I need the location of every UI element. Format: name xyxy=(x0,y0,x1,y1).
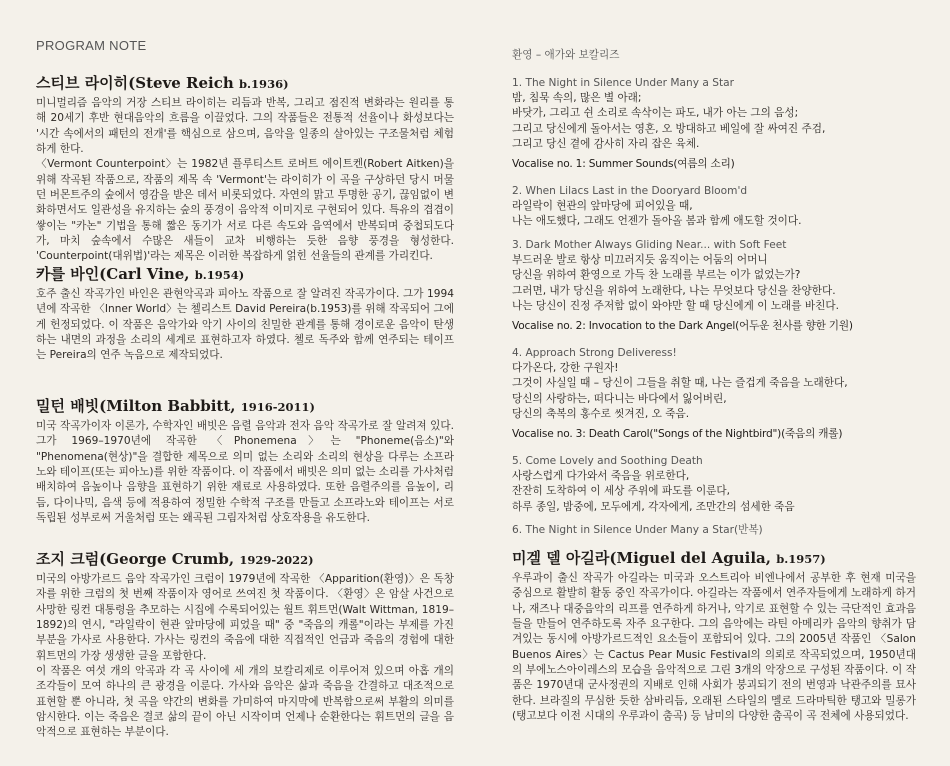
song-3 xyxy=(512,238,916,315)
paragraph: 미니멀리즘 음악의 거장 스티브 라이히는 리듬과 반복, 그리고 점진적 변화라는 원리를 통해 20세기 후반 현대음악의 흐름을 이끌었다. 그의 작품들은 전통적 선율이나 화성보다는 '시간 속에서의 패턴의 전개'를 핵심으로 삼으며, 음악을 일종의 살아있는 구조물처럼 체험하게 한다. xyxy=(36,97,454,156)
composer-name: 밀턴 배빗(Milton Babbitt, xyxy=(36,397,241,415)
section-reich xyxy=(36,72,454,265)
lyric-line: 나는 애도했다, 그래도 언젠가 돌아올 봄과 함께 애도할 것이다. xyxy=(512,215,802,228)
composer-name: 조지 크럼(George Crumb, xyxy=(36,550,240,568)
composer-dates: b.1957) xyxy=(776,552,826,566)
lyric-line: 라일락이 현관의 앞마당에 피어있을 때, xyxy=(512,200,693,212)
composer-dates: b.1954) xyxy=(194,268,245,282)
lyric-line: 다가온다, 강한 구원자! xyxy=(512,362,619,374)
vocalise-3: Vocalise no. 3: Death Carol("Songs of the Nightbird")(죽음의 캐롤) xyxy=(512,428,843,440)
song-1 xyxy=(512,76,916,153)
song-title: 4. Approach Strong Deliveress! xyxy=(512,347,677,359)
paragraph: 호주 출신 작곡가인 바인은 관현악곡과 피아노 작품으로 잘 알려진 작곡가이다. 그가 1994년에 작곡한 〈Inner World〉는 첼리스트 David Pereira(b.1953)를 위해 작곡되어 그에게 헌정되었다. 이 작품은 음악가와 악기 사이의 친밀한 관계를 통해 경이로운 음악이 탄생하는 내면의 과정을 소리의 세계로 표현하고자 하였다. 첼로 독주와 함께 연주되는 테이프는 Pereira의 연주 녹음으로 제작되었다. xyxy=(36,288,454,362)
composer-dates: b.1936) xyxy=(239,77,289,91)
composer-dates: 1929-2022) xyxy=(239,553,314,567)
composer-heading xyxy=(36,395,454,416)
lyric-line: 사랑스럽게 다가와서 죽음을 위로한다, xyxy=(512,470,690,482)
paragraph: 미국 작곡가이자 이론가, 수학자인 배빗은 음렬 음악과 전자 음악 작곡가로 잘 알려져 있다. 그가 1969–1970년에 작곡한 〈Phonemena〉는 "Phoneme(음소)"와 "Phenomena(현상)"을 결합한 제목으로 의미 없는 소리와 소리의 현상을 다루는 소프라노와 테이프(또는 피아노)를 위한 작품이다. 이 작품에서 배빗은 의미 없는 소리를 가사처럼 배치하여 음높이나 음향을 표현하기 위한 재료로 사용하였다. 또한 음렬주의를 음높이, 리듬, 다이나믹, 음색 등에 적용하여 정밀한 수학적 구조를 만들고 소프라노와 테이프는 서로 독립된 성부로써 거울처럼 또는 왜곡된 그림자처럼 상호작용을 유도한다. xyxy=(36,420,454,525)
paragraph: 미국의 아방가르드 음악 작곡가인 크럼이 1979년에 작곡한 〈Apparition(환영)〉은 독창자를 위한 크럼의 첫 번째 작품이자 영어로 쓰여진 첫 작품이다. 〈환영〉은 암살 사건으로 사망한 링컨 대통령을 추모하는 시집에 수록되어있는 월트 휘트먼(Walt Wittman, 1819–1892)의 연시, "라일락이 현관 앞마당에 피었을 때" 중 "죽음의 캐롤"이라는 부제를 가진 부분을 가사로 사용한다. 가사는 링컨의 죽음에 대한 직접적인 언급과 죽음의 경험에 대한 휘트먼의 가장 생생한 글을 포함한다. xyxy=(36,573,454,662)
paragraph: 우루과이 출신 작곡가 아길라는 미국과 오스트리아 비엔나에서 공부한 후 현재 미국을 중심으로 활발히 활동 중인 작곡가이다. 아길라는 작품에서 연주자들에게 노래하게 하거나, 재즈나 대중음악의 리프를 연주하게 하거나, 악기로 표현할 수 있는 극단적인 효과음들을 만들어 연주하도록 자주 요구한다. 그의 음악에는 라틴 아메리카 음악의 향취가 담겨있는 동시에 아방가르드적인 요소들이 포함되어 있다. 그의 2005년 작품인 〈Salon Buenos Aires〉는 Cactus Pear Music Festival의 의뢰로 작곡되었으며, 1950년대의 부에노스아이레스의 모습을 음악적으로 그린 3개의 악장으로 구성된 작품이다. 이 작품은 1970년대 군사정권의 지배로 인해 사회가 붕괴되기 전의 번영과 낙관주의를 묘사한다. 브라질의 무심한 듯한 삼바리듬, 오래된 스타일의 멜로 드라마틱한 탱고와 밀롱가(탱고보다 이전 시대의 우루과이 춤곡) 등 남미의 다양한 춤곡이 곡 전체에 사용되었다. xyxy=(512,572,916,723)
composer-name: 미겔 델 아길라(Miguel del Aguila, xyxy=(512,549,777,567)
section-babbitt xyxy=(36,395,454,526)
composer-heading xyxy=(512,547,916,568)
composer-heading xyxy=(36,548,454,569)
paragraph: 〈Vermont Counterpoint〉는 1982년 플루티스트 로버트 에이트켄(Robert Aitken)을 위해 작곡된 작품으로, 작품의 제목 속 'Vermont'는 라이히가 이 곡을 구상하던 당시 머물던 버몬트주의 숲에서 영감을 받은 데서 비롯되었다. 자연의 맑고 투명한 공기, 끊임없이 변화하면서도 일관성을 유지하는 숲의 풍경이 음악적 이미지로 구현되어 있다. 특유의 겹겹이 쌓이는 "카논" 기법을 통해 짧은 동기가 서로 다른 속도와 음역에서 반복되며 중첩되도다가, 마치 숲속에서 수많은 새들이 교차 비행하는 듯한 음향 풍경을 형성한다. 'Counterpoint(대위법)'라는 제목은 이러한 복잡하게 얽힌 선율들의 관계를 가리킨다. xyxy=(36,158,454,263)
lyric-line: 그리고 당신에게 돌아서는 영혼, 오 방대하고 베일에 잘 싸여진 주검, xyxy=(512,122,826,135)
lyric-line: 당신을 위하여 환영으로 가득 찬 노래를 부르는 이가 없었는가? xyxy=(512,269,801,282)
song-5 xyxy=(512,454,916,515)
page-header: PROGRAM NOTE xyxy=(36,38,147,53)
apparition-heading: 환영 – 애가와 보칼리즈 xyxy=(512,49,620,61)
song-title: 3. Dark Mother Always Gliding Near... with Soft Feet xyxy=(512,239,787,251)
lyric-line: 나는 당신이 진정 주저함 없이 와야만 할 때 당신에게 이 노래를 바친다. xyxy=(512,300,839,313)
song-6-title: 6. The Night in Silence Under Many a Star(반복) xyxy=(512,524,763,536)
vocalise-2: Vocalise no. 2: Invocation to the Dark Angel(어두운 천사를 향한 기원) xyxy=(512,320,853,332)
paragraph: 이 작품은 여섯 개의 악곡과 각 곡 사이에 세 개의 보칼리제로 이루어져 있으며 아홉 개의 조각들이 모여 하나의 큰 광경을 이룬다. 가사와 음악은 삶과 죽음을 간결하고 대조적으로 표현할 뿐 아니라, 첫 곡을 약간의 변화를 가미하여 마지막에 반복함으로써 부활의 의미를 암시한다. 이는 죽음은 결코 삶의 끝이 아닌 시작이며 언제나 순환한다는 휘트먼의 글을 음악적으로 표현하는 부분이다. xyxy=(36,665,454,739)
song-title: 5. Come Lovely and Soothing Death xyxy=(512,455,703,467)
section-aguila xyxy=(512,547,916,724)
lyric-line: 바닷가, 그리고 쉰 소리로 속삭이는 파도, 내가 아는 그의 음성; xyxy=(512,107,799,120)
lyric-line: 밤, 침묵 속의, 많은 별 아래; xyxy=(512,92,642,104)
lyric-line: 잔잔히 도착하여 이 세상 주위에 파도를 이룬다, xyxy=(512,485,731,498)
section-crumb xyxy=(36,548,454,741)
song-2 xyxy=(512,184,916,230)
song-4 xyxy=(512,346,916,423)
section-vine xyxy=(36,263,454,364)
song-title: 2. When Lilacs Last in the Dooryard Bloom'd xyxy=(512,185,748,197)
song-title: 1. The Night in Silence Under Many a Star xyxy=(512,77,734,89)
lyric-line: 당신의 축복의 홍수로 씻겨진, 오 죽음. xyxy=(512,408,690,421)
vocalise-1: Vocalise no. 1: Summer Sounds(여름의 소리) xyxy=(512,158,735,170)
lyric-line: 그러면, 내가 당신을 위하여 노래한다, 나는 무엇보다 당신을 찬양한다. xyxy=(512,284,836,297)
composer-dates: 1916-2011) xyxy=(240,400,315,414)
lyric-line: 그리고 당신 곁에 감사히 자리 잡은 육체. xyxy=(512,138,700,151)
lyric-line: 하루 종일, 밤중에, 모두에게, 각자에게, 조만간의 섬세한 죽음 xyxy=(512,500,795,513)
lyric-line: 당신의 사랑하는, 떠다니는 바다에서 잃어버린, xyxy=(512,392,727,405)
composer-heading xyxy=(36,263,454,284)
composer-name: 카를 바인(Carl Vine, xyxy=(36,265,195,283)
composer-name: 스티브 라이히(Steve Reich xyxy=(36,74,240,92)
composer-heading xyxy=(36,72,454,93)
lyric-line: 그것이 사실일 때 – 당신이 그들을 취할 때, 나는 즐겁게 죽음을 노래한다, xyxy=(512,377,848,390)
lyric-line: 부드러운 발로 항상 미끄러지듯 움직이는 어둠의 어머니 xyxy=(512,254,768,266)
